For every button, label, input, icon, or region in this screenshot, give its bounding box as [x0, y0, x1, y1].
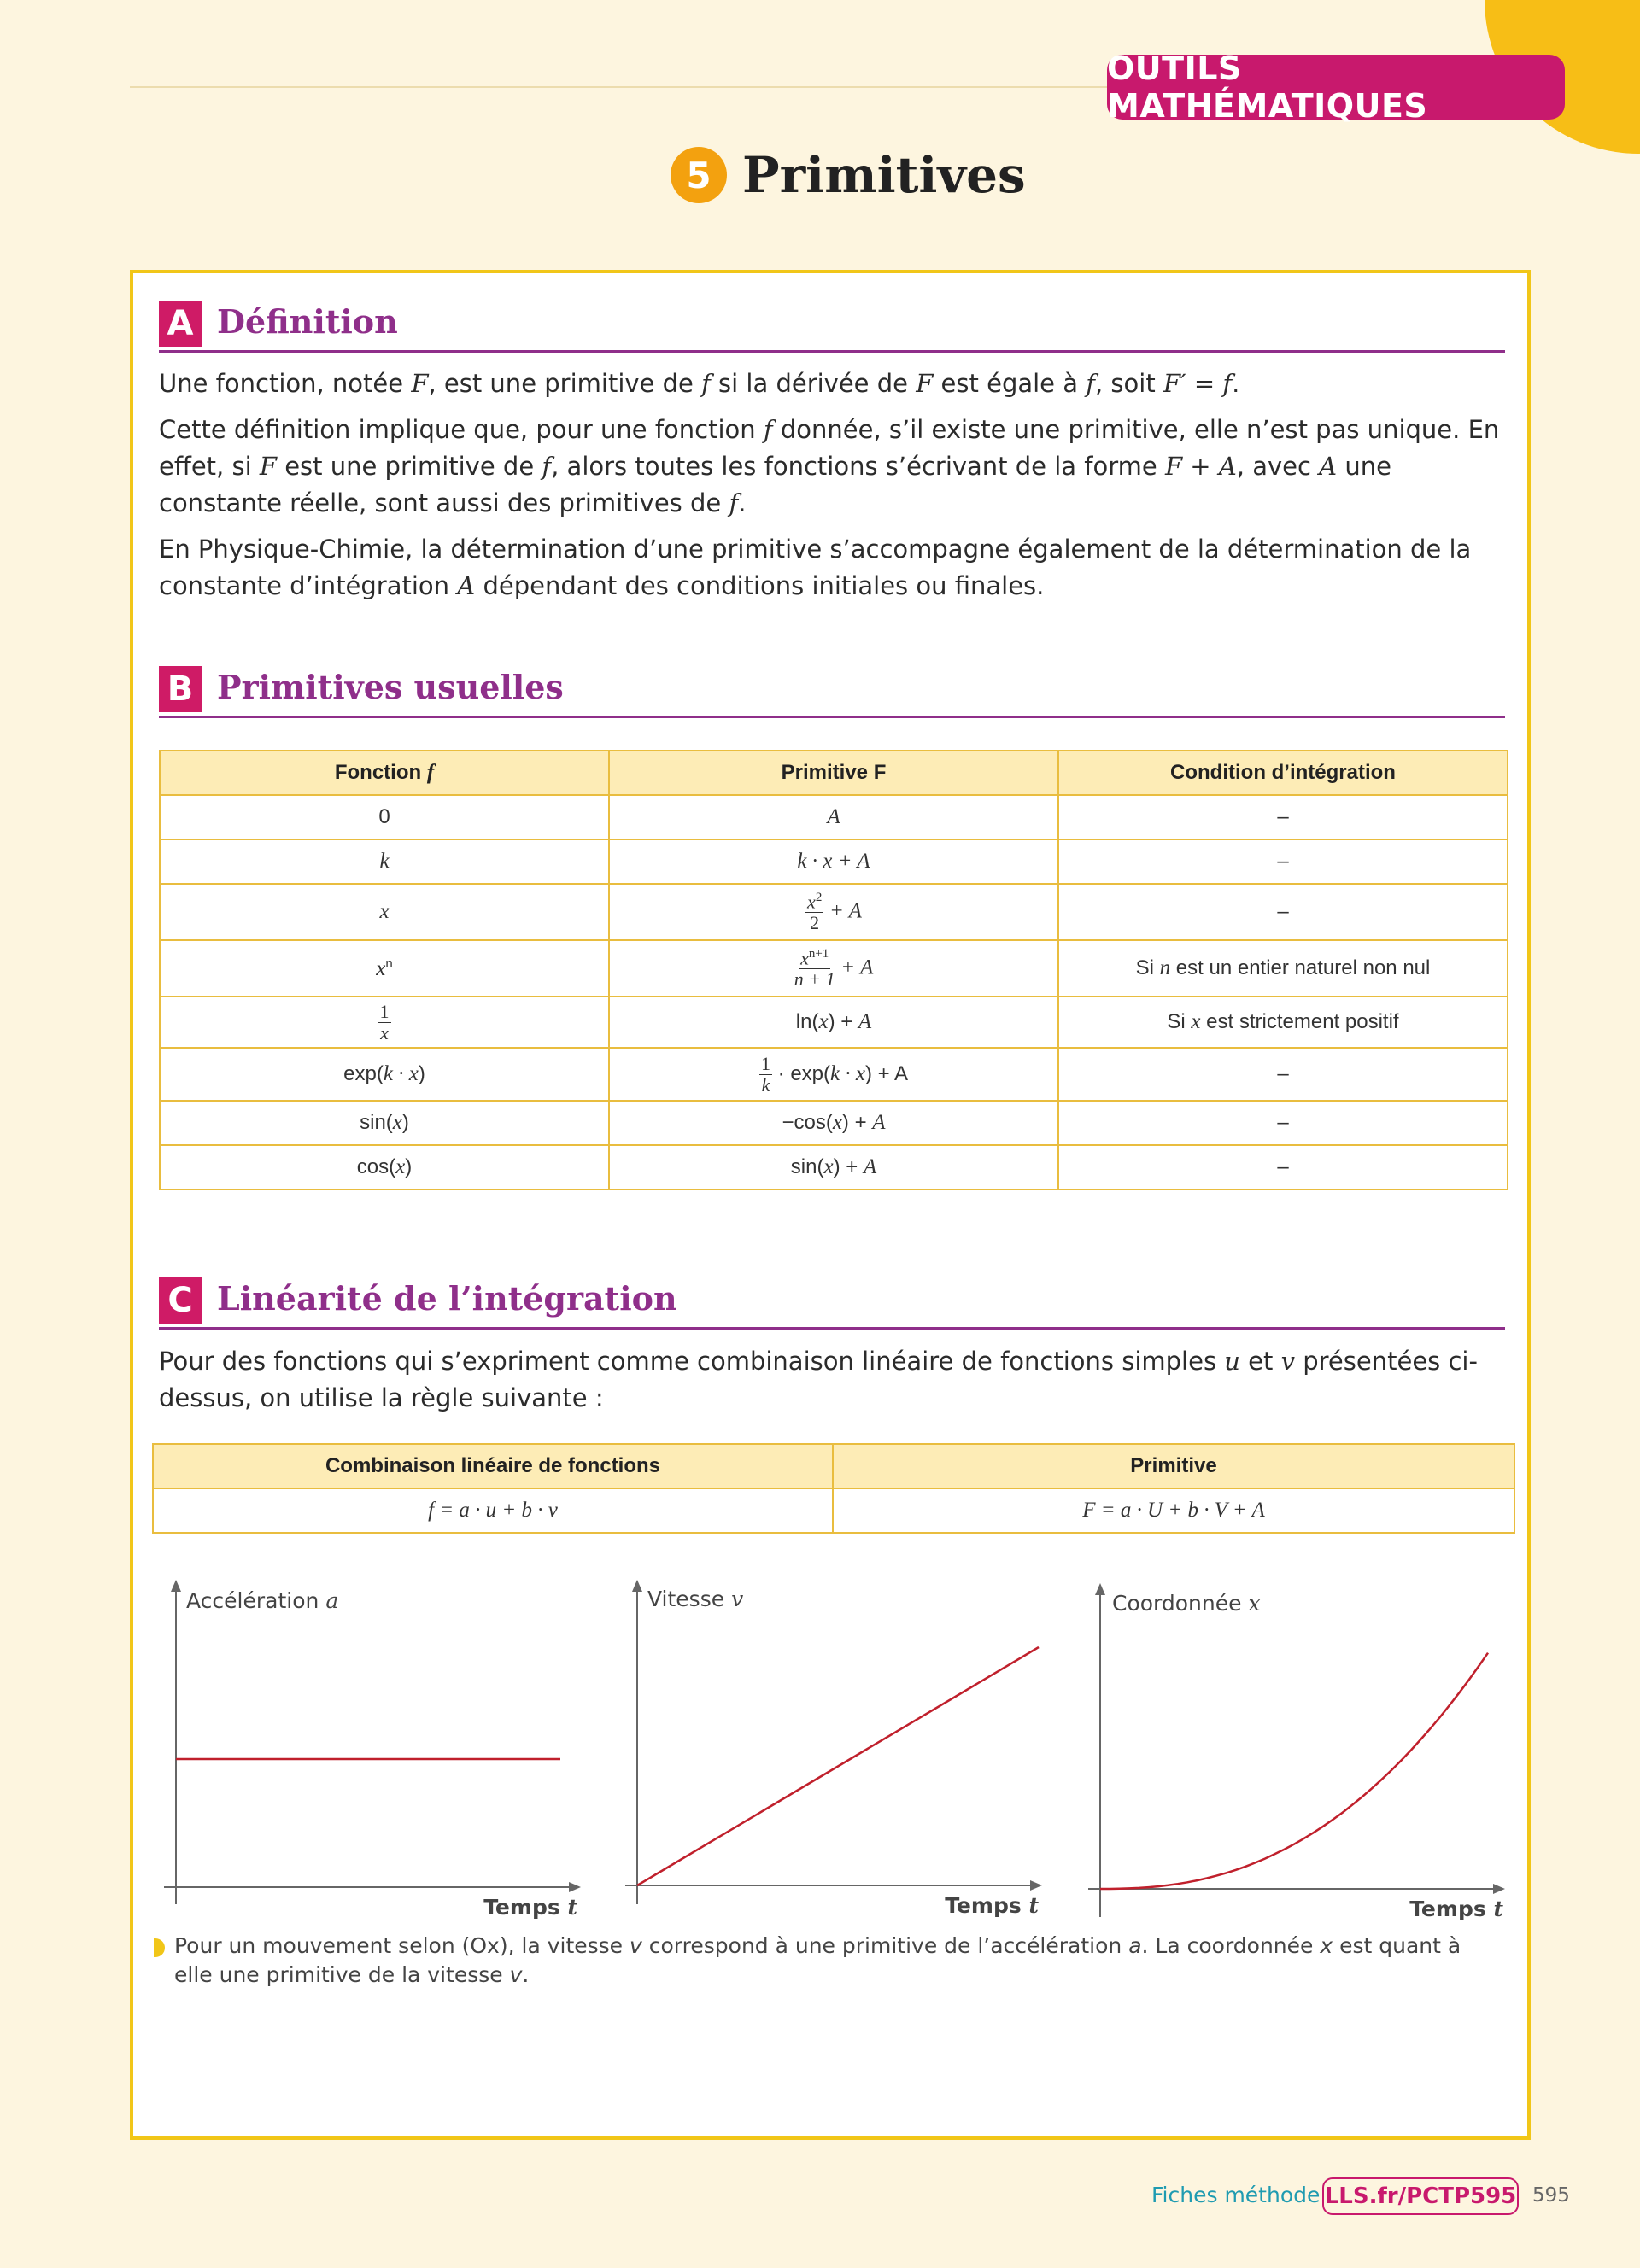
section-c-letter: C — [159, 1277, 202, 1324]
cell-F: k · x + A — [609, 839, 1058, 884]
cell-cond: – — [1058, 1145, 1508, 1190]
top-rule — [130, 86, 1112, 88]
cell-cond: Si n est un entier naturel non nul — [1058, 940, 1508, 997]
section-a-heading — [159, 299, 1505, 353]
table-row — [160, 997, 1508, 1048]
chart-ylabel: Vitesse v — [647, 1587, 744, 1611]
cell-f: $x^n$ — [160, 940, 609, 997]
linearity-table — [152, 1443, 1515, 1534]
cell-f: $\frac{1}{x}$ — [160, 997, 609, 1048]
cell-F: $\frac{1}{k}$ · exp(k · x) + A — [609, 1048, 1058, 1101]
chart-ylabel: Accélération a — [186, 1588, 339, 1613]
section-badge: OUTILS MATHÉMATIQUES — [1107, 55, 1565, 120]
definition-paragraph-2: Cette définition implique que, pour une fonction f donnée, s’il existe une primitive, elle n’est pas unique. En effet, si F est une primitive de f, alors toutes les fonctions s’écrivant de la forme F + A, avec A une constante réelle, sont aussi des primitives de f. — [159, 415, 1500, 517]
definition-paragraph-3: En Physique-Chimie, la détermination d’une primitive s’accompagne également de la détermination de la constante d’intégration A dépendant des conditions initiales ou finales. — [159, 535, 1472, 600]
chart-ylabel: Coordonnée x — [1112, 1591, 1261, 1616]
y-axis-arrow-icon — [632, 1580, 642, 1592]
cell-f: cos(x) — [160, 1145, 609, 1190]
x-axis-arrow-icon — [569, 1882, 581, 1892]
table-row — [153, 1488, 1514, 1533]
section-b-heading — [159, 664, 1505, 718]
cell-f: k — [160, 839, 609, 884]
coordinate-series-curve — [1100, 1653, 1488, 1889]
cell-combination: f = a · u + b · v — [153, 1488, 833, 1533]
section-a-title: Définition — [217, 302, 398, 341]
cell-f: 0 — [160, 795, 609, 839]
x-axis-arrow-icon — [1493, 1884, 1505, 1894]
cell-cond: – — [1058, 1048, 1508, 1101]
cell-cond: – — [1058, 1101, 1508, 1145]
header-primitive: Primitive F — [609, 751, 1058, 795]
table-row — [160, 839, 1508, 884]
y-axis-arrow-icon — [171, 1580, 181, 1592]
cell-F: ln(x) + A — [609, 997, 1058, 1048]
table-row — [160, 795, 1508, 839]
cell-F: −cos(x) + A — [609, 1101, 1058, 1145]
table-header-row — [160, 751, 1508, 795]
section-b-title: Primitives usuelles — [217, 668, 564, 706]
x-axis-arrow-icon — [1030, 1880, 1042, 1891]
cell-cond: – — [1058, 884, 1508, 940]
table-row — [160, 1145, 1508, 1190]
footer-label: Fiches méthode — [1151, 2183, 1321, 2207]
primitives-table — [159, 750, 1508, 1190]
definition-paragraph-1: Une fonction, notée F, est une primitive de f si la dérivée de F est égale à f, soit F′ = f. — [159, 369, 1240, 398]
section-c-heading — [159, 1276, 1505, 1330]
cell-F: sin(x) + A — [609, 1145, 1058, 1190]
chart-xlabel: Temps t — [945, 1893, 1039, 1918]
cell-F: $\frac{x^2}{2}$ + A — [609, 884, 1058, 940]
section-b-letter: B — [159, 666, 202, 712]
linearity-intro: Pour des fonctions qui s’expriment comme combinaison linéaire de fonctions simples u et v présentées ci-dessus, on utilise la règle suivante : — [159, 1347, 1478, 1412]
table-row — [160, 1048, 1508, 1101]
page-number: 595 — [1532, 2184, 1570, 2207]
table-row — [160, 884, 1508, 940]
cell-cond: Si x est strictement positif — [1058, 997, 1508, 1048]
page-title — [671, 137, 1026, 213]
acceleration-chart — [154, 1580, 598, 1930]
table-header-row — [153, 1444, 1514, 1488]
header-fonction: Fonction f — [160, 751, 609, 795]
velocity-chart — [615, 1580, 1059, 1930]
header-primitive: Primitive — [833, 1444, 1514, 1488]
chart-xlabel: Temps t — [483, 1895, 577, 1920]
page-title-text: Primitives — [742, 146, 1026, 204]
coordinate-chart — [1078, 1580, 1522, 1930]
section-c-title: Linéarité de l’intégration — [217, 1279, 677, 1318]
cell-cond: – — [1058, 839, 1508, 884]
figure-caption: Pour un mouvement selon (Ox), la vitesse v correspond à une primitive de l’accélération a. La coordonnée x est quant à elle une primitive de la vitesse v. — [174, 1933, 1461, 1987]
cell-F: A — [609, 795, 1058, 839]
chapter-number: 5 — [671, 147, 727, 203]
cell-F: $\frac{x^{n+1}}{n + 1}$ + A — [609, 940, 1058, 997]
cell-f: sin(x) — [160, 1101, 609, 1145]
table-row — [160, 940, 1508, 997]
cell-f: x — [160, 884, 609, 940]
cell-primitive: F = a · U + b · V + A — [833, 1488, 1514, 1533]
velocity-series-line — [637, 1647, 1039, 1885]
header-condition: Condition d’intégration — [1058, 751, 1508, 795]
footer-link[interactable]: LLS.fr/PCTP595 — [1322, 2177, 1519, 2215]
header-combinaison: Combinaison linéaire de fonctions — [153, 1444, 833, 1488]
cell-cond: – — [1058, 795, 1508, 839]
cell-f: exp(k · x) — [160, 1048, 609, 1101]
table-row — [160, 1101, 1508, 1145]
chart-xlabel: Temps t — [1409, 1897, 1503, 1921]
section-a-letter: A — [159, 301, 202, 347]
y-axis-arrow-icon — [1095, 1583, 1105, 1595]
